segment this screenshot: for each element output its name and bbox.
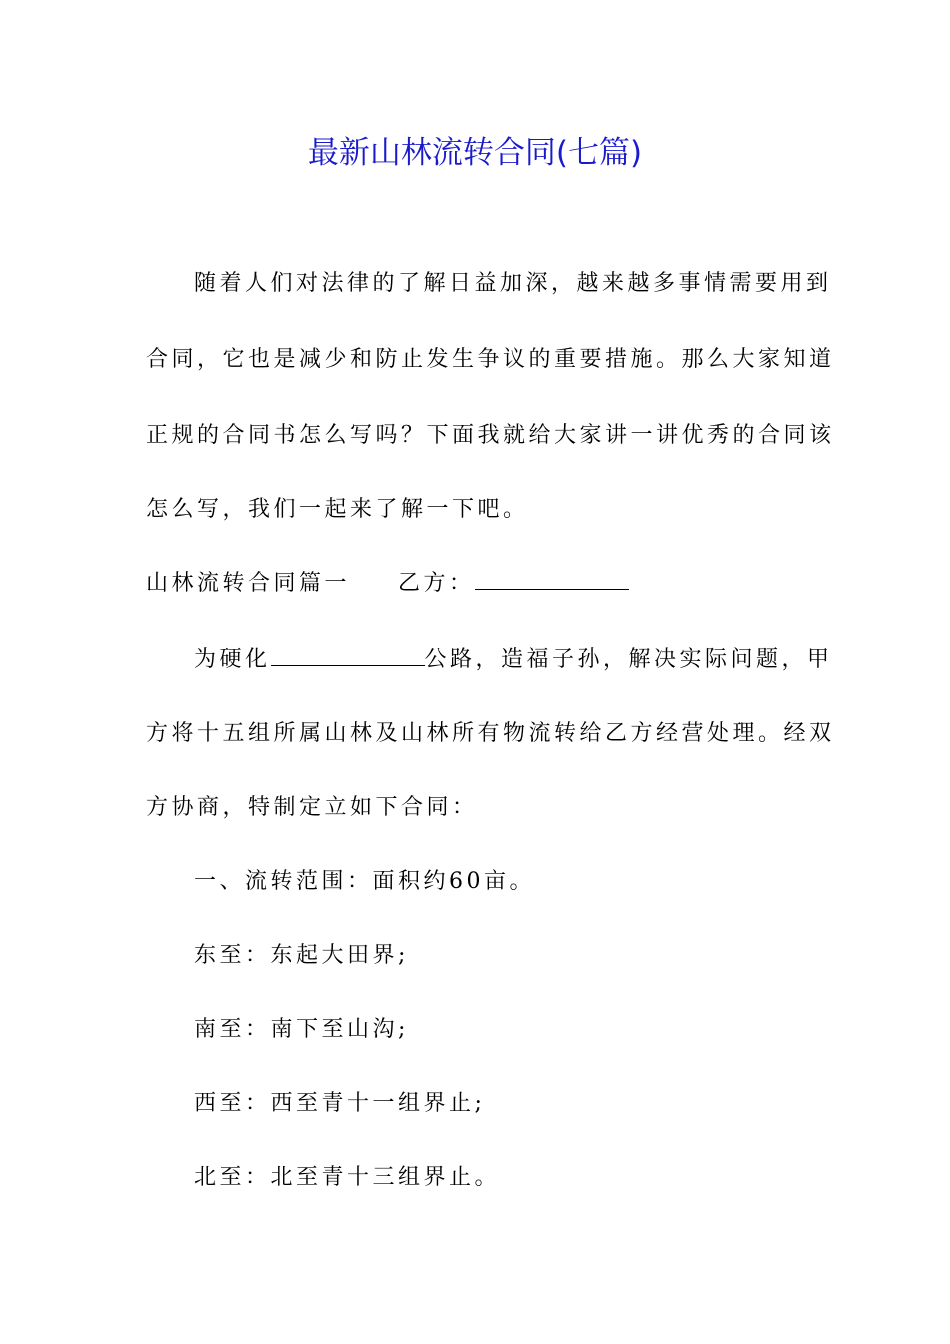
section-heading: 山林流转合同篇一 bbox=[146, 571, 351, 596]
party-b-label: 乙方： bbox=[398, 571, 475, 596]
purpose-line-1 bbox=[194, 644, 833, 676]
intro-line-4: 怎么写，我们一起来了解一下吧。 bbox=[146, 497, 529, 522]
boundary-north: 北至：北至青十三组界止。 bbox=[194, 1165, 501, 1190]
document-title: 最新山林流转合同(七篇) bbox=[307, 135, 643, 171]
section-heading-line bbox=[146, 568, 629, 600]
purpose-suffix: 公路，造福子孙，解决实际问题，甲 bbox=[424, 647, 833, 672]
purpose-line-2: 方将十五组所属山林及山林所有物流转给乙方经营处理。经双 bbox=[146, 721, 835, 746]
intro-line-3: 正规的合同书怎么写吗？下面我就给大家讲一讲优秀的合同该 bbox=[146, 423, 835, 448]
party-b-blank bbox=[475, 569, 629, 590]
boundary-south: 南至：南下至山沟; bbox=[194, 1017, 409, 1042]
intro-line-2: 合同，它也是减少和防止发生争议的重要措施。那么大家知道 bbox=[146, 347, 835, 372]
boundary-east: 东至：东起大田界; bbox=[194, 943, 409, 968]
purpose-prefix: 为硬化 bbox=[194, 647, 271, 672]
road-name-blank bbox=[271, 645, 425, 666]
purpose-line-3: 方协商，特制定立如下合同： bbox=[146, 795, 478, 820]
intro-line-1: 随着人们对法律的了解日益加深，越来越多事情需要用到 bbox=[194, 271, 832, 296]
clause-1: 一、流转范围：面积约60亩。 bbox=[194, 869, 535, 894]
boundary-west: 西至：西至青十一组界止; bbox=[194, 1091, 486, 1116]
